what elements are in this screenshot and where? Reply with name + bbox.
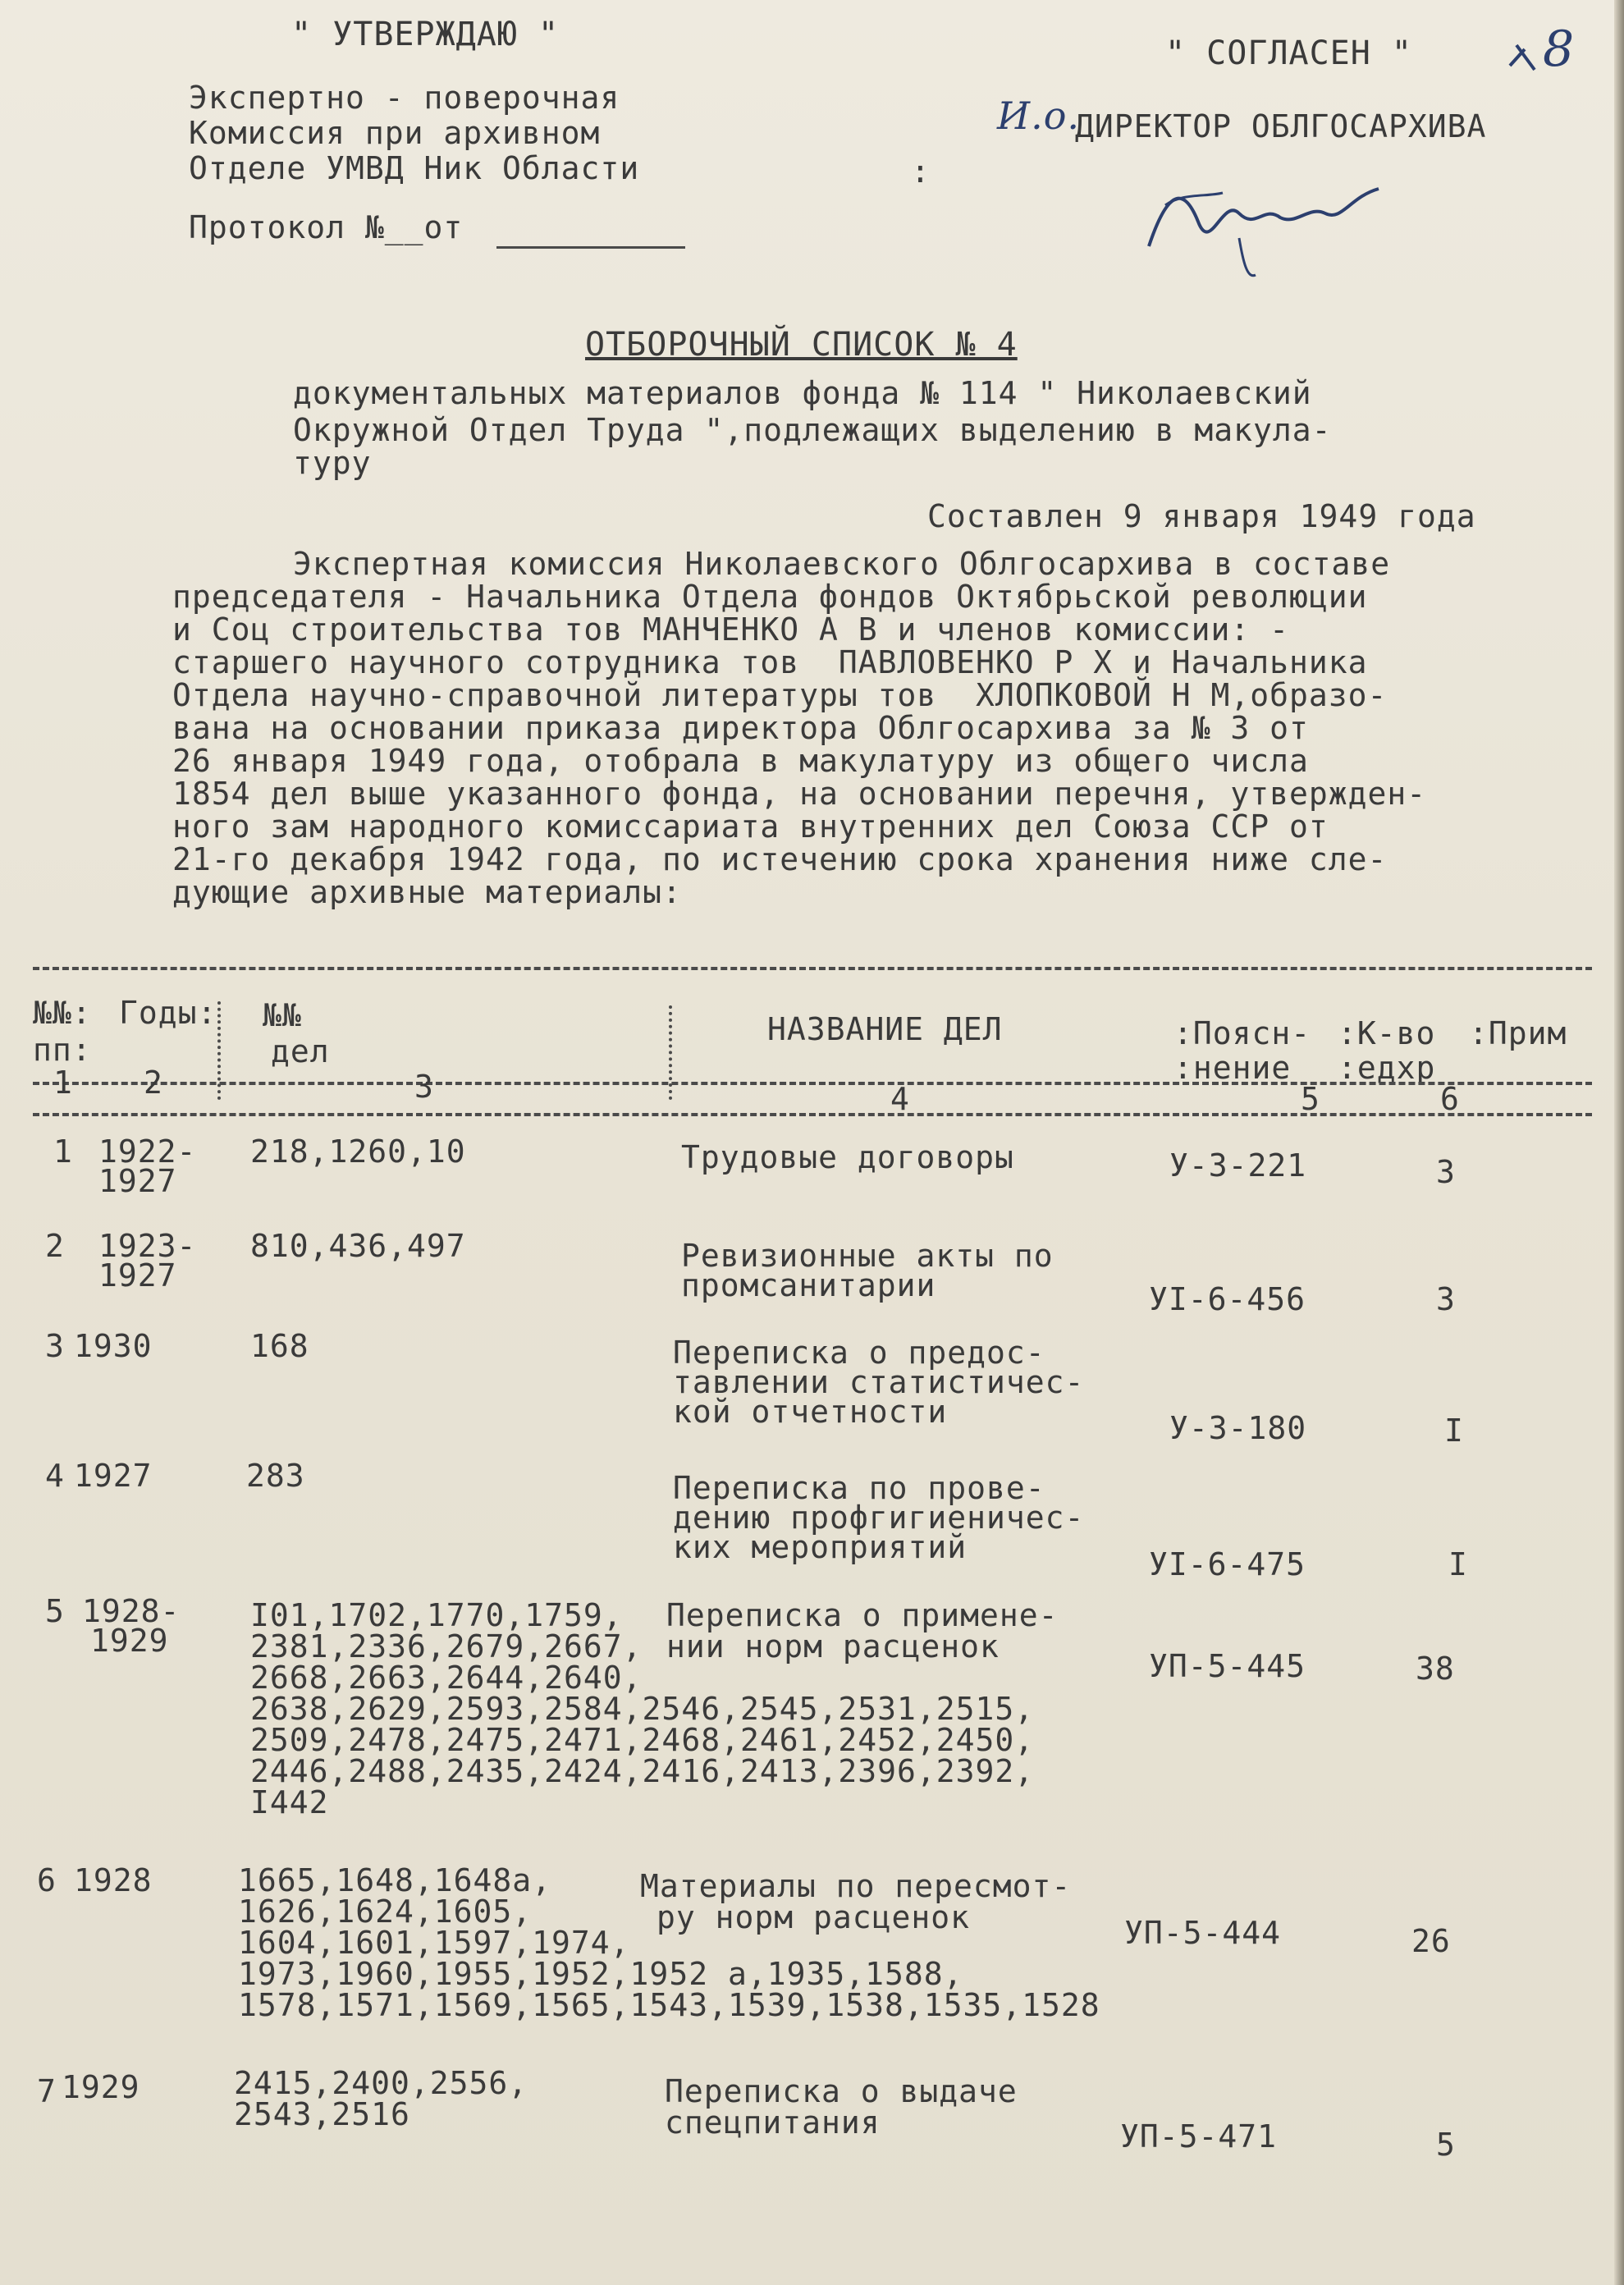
- row-cases: 1973,1960,1955,1952,1952 а,1935,1588,: [238, 1956, 963, 1992]
- col-cases-header: №№: [263, 997, 302, 1033]
- row-years: 1927: [98, 1257, 177, 1294]
- row-years: 1930: [74, 1328, 153, 1364]
- row-years: 1929: [62, 2069, 140, 2105]
- row-cases: 2638,2629,2593,2584,2546,2545,2531,2515,: [250, 1691, 1035, 1727]
- row-years: 1927: [74, 1458, 153, 1494]
- table-top-rule: [33, 967, 1592, 970]
- col-number: 1: [53, 1065, 73, 1101]
- director-handwritten: И.о.: [997, 94, 1081, 138]
- row-cases: 218,1260,10: [250, 1133, 466, 1170]
- row-note: УI-6-456: [1149, 1281, 1306, 1317]
- row-name: Переписка о предос-: [673, 1335, 1045, 1371]
- row-name: промсанитарии: [681, 1267, 936, 1303]
- col-note-header: :Поясн-: [1173, 1015, 1311, 1051]
- col-number: 4: [890, 1081, 910, 1117]
- row-number: 1: [53, 1133, 73, 1170]
- col-note-header-2: :нение: [1173, 1050, 1292, 1086]
- page-number: 8: [1543, 21, 1576, 78]
- subtitle-line-1: документальных материалов фонда № 114 " Николаевский: [293, 375, 1312, 411]
- row-cases: 168: [250, 1328, 309, 1364]
- body-line: старшего научного сотрудника тов ПАВЛОВЕНКО Р Х и Начальника: [172, 644, 1368, 680]
- row-note: УП-5-471: [1120, 2118, 1278, 2154]
- col-name-header: НАЗВАНИЕ ДЕЛ: [767, 1011, 1003, 1047]
- row-cases: 2543,2516: [234, 2096, 410, 2132]
- body-line: Отдела научно-справочной литературы тов ХЛОПКОВОЙ Н М,образо-: [172, 677, 1388, 713]
- column-divider: [669, 1005, 672, 1100]
- row-years: 1928-: [82, 1593, 181, 1629]
- row-years: 1929: [90, 1623, 169, 1659]
- col-number: 3: [414, 1069, 434, 1105]
- body-line: вана на основании приказа директора Облгосархива за № 3 от: [172, 710, 1309, 746]
- row-name: кой отчетности: [673, 1394, 948, 1430]
- header-colon: :: [911, 153, 931, 190]
- row-cases: 1626,1624,1605,: [238, 1893, 533, 1930]
- subtitle-line-2: Окружной Отдел Труда ",подлежащих выделению в макула-: [293, 412, 1332, 448]
- column-divider: [217, 1001, 221, 1100]
- body-line: ного зам народного комиссариата внутренних дел Союза ССР от: [172, 808, 1329, 845]
- body-line: 1854 дел выше указанного фонда, на основании перечня, утвержден-: [172, 776, 1427, 812]
- body-line: и Соц строительства тов МАНЧЕНКО А В и членов комиссии: -: [172, 611, 1290, 648]
- col-number: 5: [1301, 1081, 1320, 1117]
- page-edge: [1614, 0, 1624, 2285]
- row-note: У-3-221: [1169, 1147, 1307, 1184]
- row-name: нии норм расценок: [666, 1628, 1000, 1665]
- row-name: ких мероприятий: [673, 1529, 968, 1565]
- approved-heading: " УТВЕРЖДАЮ ": [291, 16, 560, 53]
- body-line: 26 января 1949 года, отобрала в макулатуру из общего числа: [172, 743, 1309, 779]
- row-note: УП-5-445: [1149, 1648, 1306, 1684]
- subtitle-line-3: туру: [293, 445, 372, 481]
- protocol-line: Протокол №__от: [189, 209, 464, 245]
- row-number: 3: [45, 1328, 65, 1364]
- row-cases: 2415,2400,2556,: [234, 2065, 528, 2101]
- col-remark-header: :Прим: [1469, 1015, 1567, 1051]
- row-years: 1927: [98, 1163, 177, 1199]
- row-name: спецпитания: [665, 2104, 881, 2141]
- row-number: 4: [45, 1458, 65, 1494]
- check-mark-icon: [1502, 33, 1551, 82]
- row-note: У-3-180: [1169, 1410, 1307, 1446]
- row-name: Ревизионные акты по: [681, 1238, 1054, 1274]
- row-name: дению профгигиеничес-: [673, 1500, 1085, 1536]
- row-name: Переписка о выдаче: [665, 2073, 1018, 2109]
- protocol-underline: [496, 246, 685, 249]
- commission-line-3: Отделе УМВД Ник Области: [189, 150, 640, 186]
- row-name: Материалы по пересмот-: [640, 1868, 1072, 1904]
- row-years: 1923-: [98, 1228, 197, 1264]
- row-qty: 26: [1411, 1923, 1451, 1959]
- table-header-rule: [33, 1082, 1592, 1085]
- row-cases: 2446,2488,2435,2424,2416,2413,2396,2392,: [250, 1753, 1035, 1789]
- row-years: 1928: [74, 1862, 153, 1898]
- row-number: 5: [45, 1593, 65, 1629]
- col-qty-header-2: :едхр: [1338, 1050, 1436, 1086]
- row-cases: 2509,2478,2475,2471,2468,2461,2452,2450,: [250, 1722, 1035, 1758]
- body-line: дующие архивные материалы:: [172, 874, 682, 910]
- row-number: 7: [37, 2073, 57, 2109]
- row-qty: I: [1444, 1413, 1464, 1449]
- col-qty-header: :К-во: [1338, 1015, 1436, 1051]
- row-name: Переписка по прове-: [673, 1470, 1045, 1506]
- signature-icon: [1132, 148, 1395, 287]
- row-note: УI-6-475: [1149, 1546, 1306, 1582]
- row-qty: I: [1448, 1546, 1468, 1582]
- row-cases: I442: [250, 1784, 329, 1820]
- col-years-header: Годы:: [119, 995, 217, 1031]
- commission-line-2: Комиссия при архивном: [189, 115, 601, 151]
- body-line: 21-го декабря 1942 года, по истечению срока хранения ниже сле-: [172, 841, 1388, 877]
- row-number: 2: [45, 1228, 65, 1264]
- body-line: председателя - Начальника Отдела фондов Октябрьской революции: [172, 579, 1368, 615]
- row-cases: 1578,1571,1569,1565,1543,1539,1538,1535,1528: [238, 1987, 1100, 2023]
- col-num-header-2: пп:: [33, 1032, 92, 1068]
- row-cases: 1665,1648,1648а,: [238, 1862, 552, 1898]
- row-qty: 3: [1436, 1154, 1456, 1190]
- agreed-heading: " СОГЛАСЕН ": [1165, 34, 1412, 72]
- row-note: УП-5-444: [1124, 1915, 1282, 1951]
- col-number: 2: [144, 1065, 163, 1101]
- row-cases: 2668,2663,2644,2640,: [250, 1660, 643, 1696]
- row-cases: 283: [246, 1458, 305, 1494]
- col-num-header: №№:: [33, 995, 92, 1031]
- row-name: Трудовые договоры: [681, 1139, 1014, 1175]
- row-cases: 1604,1601,1597,1974,: [238, 1925, 630, 1961]
- row-name: тавлении статистичес-: [673, 1364, 1085, 1400]
- body-line: Экспертная комиссия Николаевского Облгосархива в составе: [293, 546, 1391, 582]
- compiled-date: Составлен 9 января 1949 года: [927, 498, 1476, 534]
- table-colnum-rule: [33, 1113, 1592, 1116]
- commission-line-1: Экспертно - поверочная: [189, 80, 620, 116]
- row-years: 1922-: [98, 1133, 197, 1170]
- row-qty: 38: [1416, 1651, 1455, 1687]
- row-name: ру норм расценок: [656, 1899, 971, 1935]
- row-cases: 810,436,497: [250, 1228, 466, 1264]
- row-cases: 2381,2336,2679,2667,: [250, 1628, 643, 1665]
- col-cases-header-2: дел: [271, 1033, 330, 1069]
- row-number: 6: [37, 1862, 57, 1898]
- row-qty: 5: [1436, 2127, 1456, 2163]
- row-qty: 3: [1436, 1281, 1456, 1317]
- row-name: Переписка о примене-: [666, 1597, 1059, 1633]
- document-title: ОТБОРОЧНЫЙ СПИСОК № 4: [585, 326, 1018, 364]
- col-number: 6: [1440, 1081, 1460, 1117]
- director-title: ДИРЕКТОР ОБЛГОСАРХИВА: [1075, 108, 1487, 144]
- row-cases: I01,1702,1770,1759,: [250, 1597, 623, 1633]
